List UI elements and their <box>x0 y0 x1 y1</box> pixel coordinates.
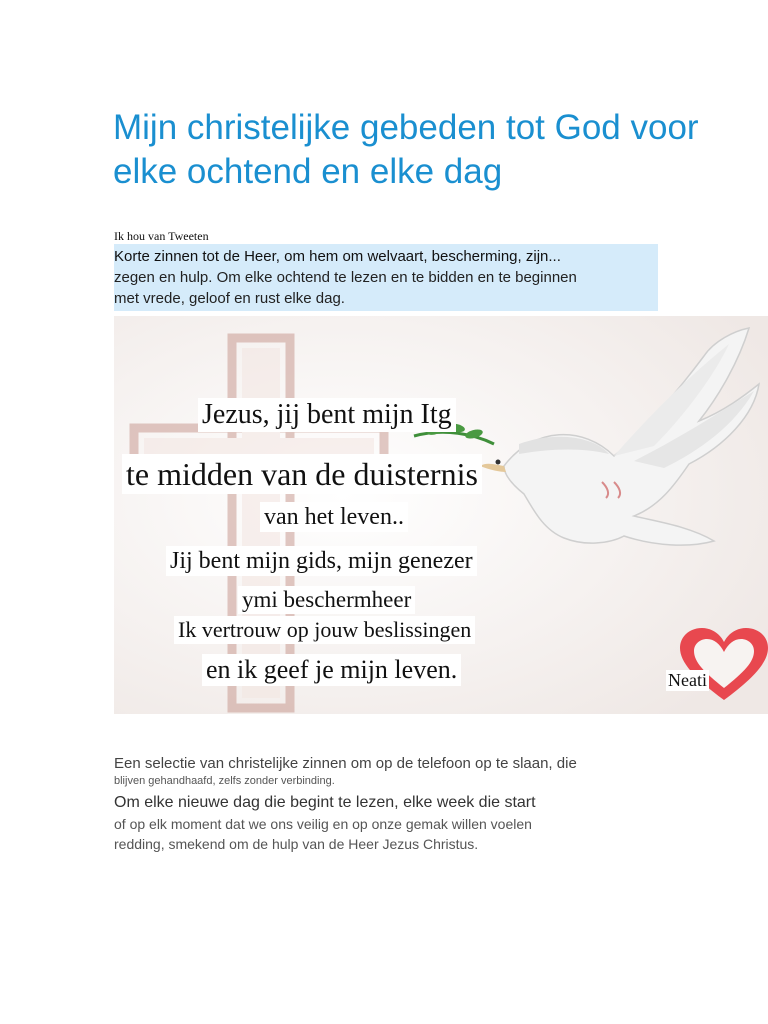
intro-highlight-block <box>114 244 658 311</box>
tweet-label[interactable]: Ik hou van Tweeten <box>114 229 209 243</box>
outro-line: blijven gehandhaafd, zelfs zonder verbinding. <box>114 775 335 787</box>
intro-line: zegen en hulp. Om elke ochtend te lezen en te bidden en te beginnen <box>114 269 577 286</box>
verse-line: en ik geef je mijn leven. <box>202 654 461 686</box>
outro-line: Een selectie van christelijke zinnen om op de telefoon op te slaan, die <box>114 755 577 772</box>
outro-line: Om elke nieuwe dag die begint te lezen, elke week die start <box>114 794 536 811</box>
verse-line: ymi beschermheer <box>238 586 415 614</box>
page-title: Mijn christelijke gebeden tot God voor elke ochtend en elke dag <box>113 108 699 191</box>
verse-line: van het leven.. <box>260 502 408 532</box>
verse-line: te midden van de duisternis <box>122 454 482 494</box>
verse-line: Ik vertrouw op jouw beslissingen <box>174 616 475 644</box>
verse-line: Jij bent mijn gids, mijn genezer <box>166 546 477 576</box>
outro-line: redding, smekend om de hulp van de Heer Jezus Christus. <box>114 836 479 852</box>
prayer-image <box>114 316 768 714</box>
signature <box>664 656 736 698</box>
intro-line: Korte zinnen tot de Heer, om hem om welvaart, bescherming, zijn... <box>114 248 561 265</box>
verse-line: Jezus, jij bent mijn Itg <box>198 398 456 432</box>
intro-line: met vrede, geloof en rust elke dag. <box>114 290 345 307</box>
signature-text: Neati <box>668 670 707 690</box>
outro-line: of op elk moment dat we ons veilig en op onze gemak willen voelen <box>114 816 532 832</box>
outro-text <box>114 754 714 854</box>
